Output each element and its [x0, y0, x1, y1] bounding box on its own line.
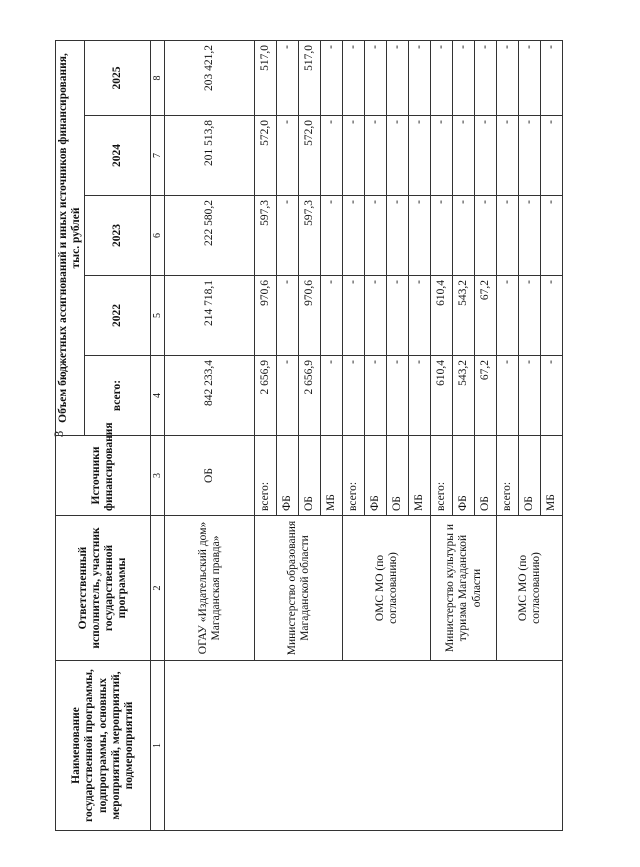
col-number: 7 [151, 116, 165, 196]
value-2025: - [475, 40, 497, 115]
value-total: - [409, 356, 431, 436]
value-2023: - [387, 196, 409, 276]
value-2022: 970,6 [299, 276, 321, 356]
value-2024: 572,0 [299, 116, 321, 196]
value-2023: 597,3 [299, 196, 321, 276]
value-2022: - [409, 276, 431, 356]
value-total: - [321, 356, 343, 436]
source-cell: ОБ [165, 436, 255, 516]
executor-cell: Министерство культуры и туризма Магаданской области [431, 516, 497, 661]
value-2024: - [343, 116, 365, 196]
source-cell: МБ [409, 436, 431, 516]
source-cell: всего: [497, 436, 519, 516]
financing-table [55, 40, 563, 831]
value-2024: - [365, 116, 387, 196]
value-total: 842 233,4 [165, 356, 255, 436]
value-2022: 67,2 [475, 276, 497, 356]
header-source: Источники финансирования [56, 436, 151, 516]
col-number: 2 [151, 516, 165, 661]
value-2024: - [475, 116, 497, 196]
value-2025: 517,0 [299, 40, 321, 115]
source-cell: ФБ [453, 436, 475, 516]
col-number: 1 [151, 661, 165, 831]
value-2024: - [321, 116, 343, 196]
page-number: 3 [51, 430, 66, 438]
value-2022: 970,6 [255, 276, 277, 356]
value-2025: 203 421,2 [165, 40, 255, 115]
header-2024: 2024 [85, 116, 151, 196]
value-total: 67,2 [475, 356, 497, 436]
value-2024: - [277, 116, 299, 196]
value-2024: 201 513,8 [165, 116, 255, 196]
value-2023: - [541, 196, 563, 276]
header-2025: 2025 [85, 40, 151, 115]
source-cell: ОБ [519, 436, 541, 516]
value-2025: - [519, 40, 541, 115]
value-2025: - [431, 40, 453, 115]
value-2023: - [475, 196, 497, 276]
source-cell: ОБ [387, 436, 409, 516]
value-2024: 572,0 [255, 116, 277, 196]
value-2024: - [409, 116, 431, 196]
source-cell: всего: [343, 436, 365, 516]
executor-cell: ОГАУ «Издательский дом» Магаданская правда» [165, 516, 255, 661]
value-2025: - [497, 40, 519, 115]
col-number: 5 [151, 276, 165, 356]
value-2024: - [453, 116, 475, 196]
value-2024: - [541, 116, 563, 196]
value-2022: - [343, 276, 365, 356]
col-number: 6 [151, 196, 165, 276]
value-2024: - [387, 116, 409, 196]
source-cell: МБ [541, 436, 563, 516]
value-total: - [343, 356, 365, 436]
value-total: 610,4 [431, 356, 453, 436]
value-2023: 222 580,2 [165, 196, 255, 276]
value-2022: - [497, 276, 519, 356]
value-total: 543,2 [453, 356, 475, 436]
col-number: 3 [151, 436, 165, 516]
header-total: всего: [85, 356, 151, 436]
value-2022: 543,2 [453, 276, 475, 356]
header-2023: 2023 [85, 196, 151, 276]
rotated-page [55, 41, 585, 831]
program-name-cell [165, 661, 563, 831]
value-2024: - [497, 116, 519, 196]
value-2023: - [365, 196, 387, 276]
value-2023: 597,3 [255, 196, 277, 276]
value-total: - [519, 356, 541, 436]
value-total: - [365, 356, 387, 436]
value-total: 2 656,9 [255, 356, 277, 436]
value-2025: - [277, 40, 299, 115]
value-2022: 214 718,1 [165, 276, 255, 356]
value-2023: - [409, 196, 431, 276]
value-total: - [387, 356, 409, 436]
source-cell: ФБ [365, 436, 387, 516]
value-2025: - [453, 40, 475, 115]
value-2025: - [541, 40, 563, 115]
value-2022: - [519, 276, 541, 356]
source-cell: всего: [431, 436, 453, 516]
header-name: Наименование государственной программы, подпрограммы, основных мероприятий, мероприятий, подмероприятий [56, 661, 151, 831]
header-volume: Объем бюджетных ассигнований и иных источников финансирования, тыс. рублей [56, 40, 85, 435]
source-cell: всего: [255, 436, 277, 516]
value-total: - [541, 356, 563, 436]
executor-cell: ОМС МО (по согласованию) [343, 516, 431, 661]
value-2022: 610,4 [431, 276, 453, 356]
executor-cell: Министерство образования Магаданской области [255, 516, 343, 661]
header-executor: Ответственный исполнитель, участник государственной программы [56, 516, 151, 661]
value-2022: - [321, 276, 343, 356]
source-cell: ОБ [475, 436, 497, 516]
value-2023: - [277, 196, 299, 276]
value-2023: - [453, 196, 475, 276]
header-2022: 2022 [85, 276, 151, 356]
value-total: 2 656,9 [299, 356, 321, 436]
value-2023: - [431, 196, 453, 276]
value-2022: - [277, 276, 299, 356]
source-cell: ОБ [299, 436, 321, 516]
value-2023: - [519, 196, 541, 276]
value-2025: - [387, 40, 409, 115]
value-2023: - [343, 196, 365, 276]
value-2025: - [365, 40, 387, 115]
value-2023: - [497, 196, 519, 276]
value-2024: - [519, 116, 541, 196]
source-cell: МБ [321, 436, 343, 516]
value-2025: 517,0 [255, 40, 277, 115]
source-cell: ФБ [277, 436, 299, 516]
value-2022: - [365, 276, 387, 356]
col-number: 4 [151, 356, 165, 436]
value-2023: - [321, 196, 343, 276]
value-2025: - [409, 40, 431, 115]
value-total: - [277, 356, 299, 436]
value-2024: - [431, 116, 453, 196]
value-2025: - [321, 40, 343, 115]
value-2022: - [387, 276, 409, 356]
value-2022: - [541, 276, 563, 356]
value-2025: - [343, 40, 365, 115]
executor-cell: ОМС МО (по согласованию) [497, 516, 563, 661]
col-number: 8 [151, 40, 165, 115]
value-total: - [497, 356, 519, 436]
